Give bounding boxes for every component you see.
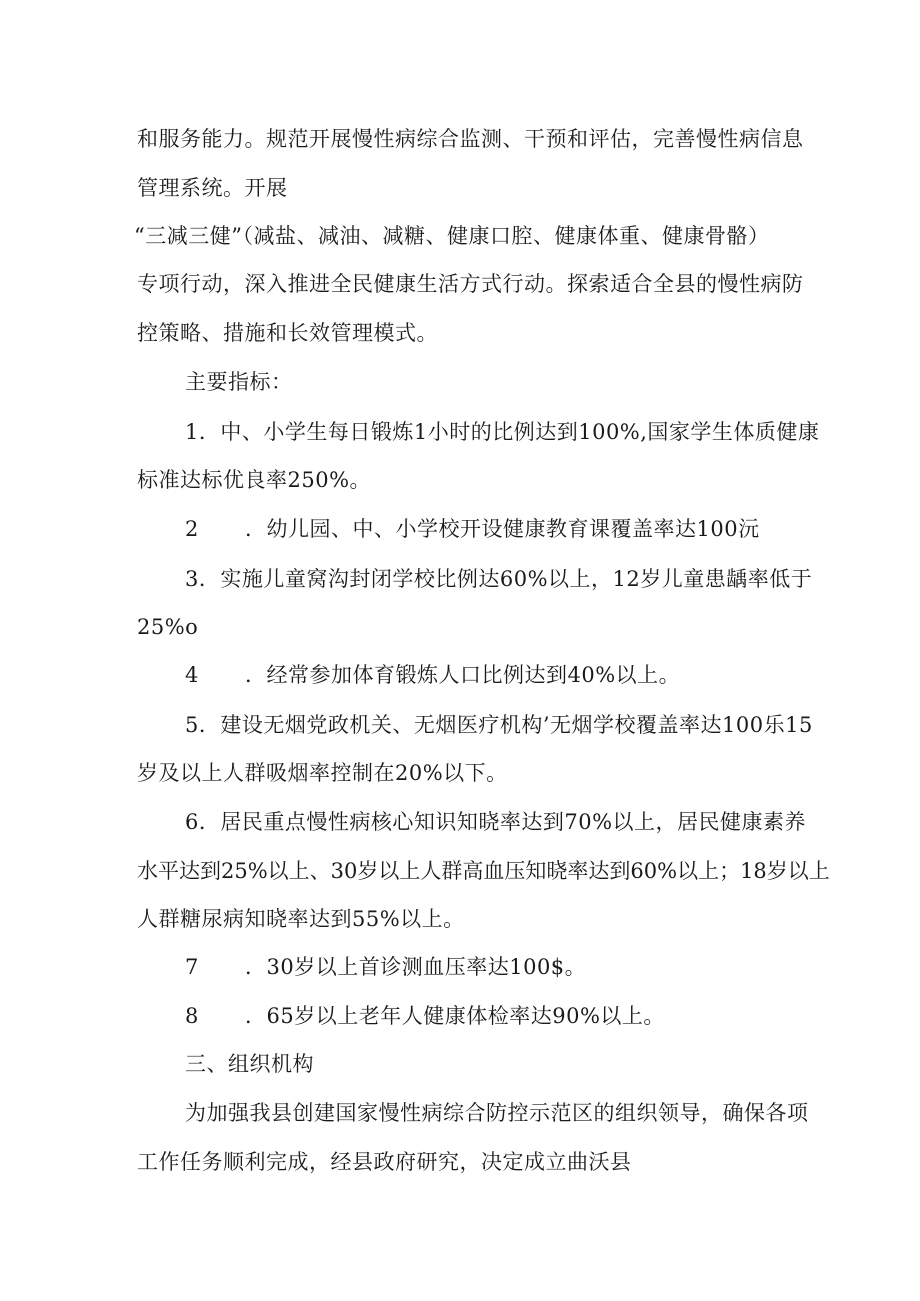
paragraph-line: 专项行动，深入推进全民健康生活方式行动。探索适合全县的慢性病防: [137, 272, 804, 296]
indicator-text: ．经常参加体育锻炼人口比例达到40%以上。: [245, 663, 681, 687]
indicator-6-line: 6．居民重点慢性病核心知识知晓率达到70%以上，居民健康素养: [185, 810, 807, 834]
indicator-7: [185, 952, 586, 982]
indicator-text: ．65岁以上老年人健康体检率达90%以上。: [245, 1004, 665, 1028]
indicator-6-line: 人群糖尿病知晓率达到55%以上。: [137, 907, 465, 931]
paragraph-line: 管理系统。开展: [137, 176, 288, 200]
indicator-number: 8: [185, 1004, 199, 1028]
indicator-text: ．幼儿园、中、小学校开设健康教育课覆盖率达100沅: [245, 517, 760, 541]
indicator-2: [185, 514, 760, 544]
indicator-4: [185, 660, 680, 690]
paragraph-line: “三减三健”（减盐、减油、减糖、健康口腔、健康体重、健康骨骼）: [134, 224, 770, 248]
indicator-text: ．30岁以上首诊测血压率达100$。: [245, 955, 587, 979]
section-heading: 三、组织机构: [185, 1052, 314, 1076]
indicator-3-line: 25%o: [137, 615, 199, 639]
indicator-1-line: 标准达标优良率250%。: [137, 468, 372, 492]
indicator-5-line: 5．建设无烟党政机关、无烟医疗机构’无烟学校覆盖率达100乐15: [185, 713, 813, 737]
indicator-number: 7: [185, 955, 199, 979]
indicator-number: 4: [185, 663, 199, 687]
paragraph-line: 和服务能力。规范开展慢性病综合监测、干预和评估，完善慢性病信息: [137, 127, 804, 151]
paragraph-line: 工作任务顺利完成，经县政府研究，决定成立曲沃县: [137, 1150, 632, 1174]
indicator-6-line: 水平达到25%以上、30岁以上人群高血压知晓率达到60%以上；18岁以上: [137, 859, 830, 883]
paragraph-line: 为加强我县创建国家慢性病综合防控示范区的组织领导，确保各项: [185, 1101, 809, 1125]
indicator-number: 2: [185, 517, 199, 541]
indicator-5-line: 岁及以上人群吸烟率控制在20%以下。: [137, 761, 508, 785]
indicator-1-line: 1．中、小学生每日锻炼1小时的比例达到100%,国家学生体质健康: [185, 420, 820, 444]
indicator-3-line: 3．实施儿童窝沟封闭学校比例达60%以上，12岁儿童患龋率低于: [185, 567, 813, 591]
paragraph-line: 控策略、措施和长效管理模式。: [137, 321, 438, 345]
indicator-8: [185, 1001, 665, 1031]
section-heading: 主要指标：: [185, 370, 293, 394]
